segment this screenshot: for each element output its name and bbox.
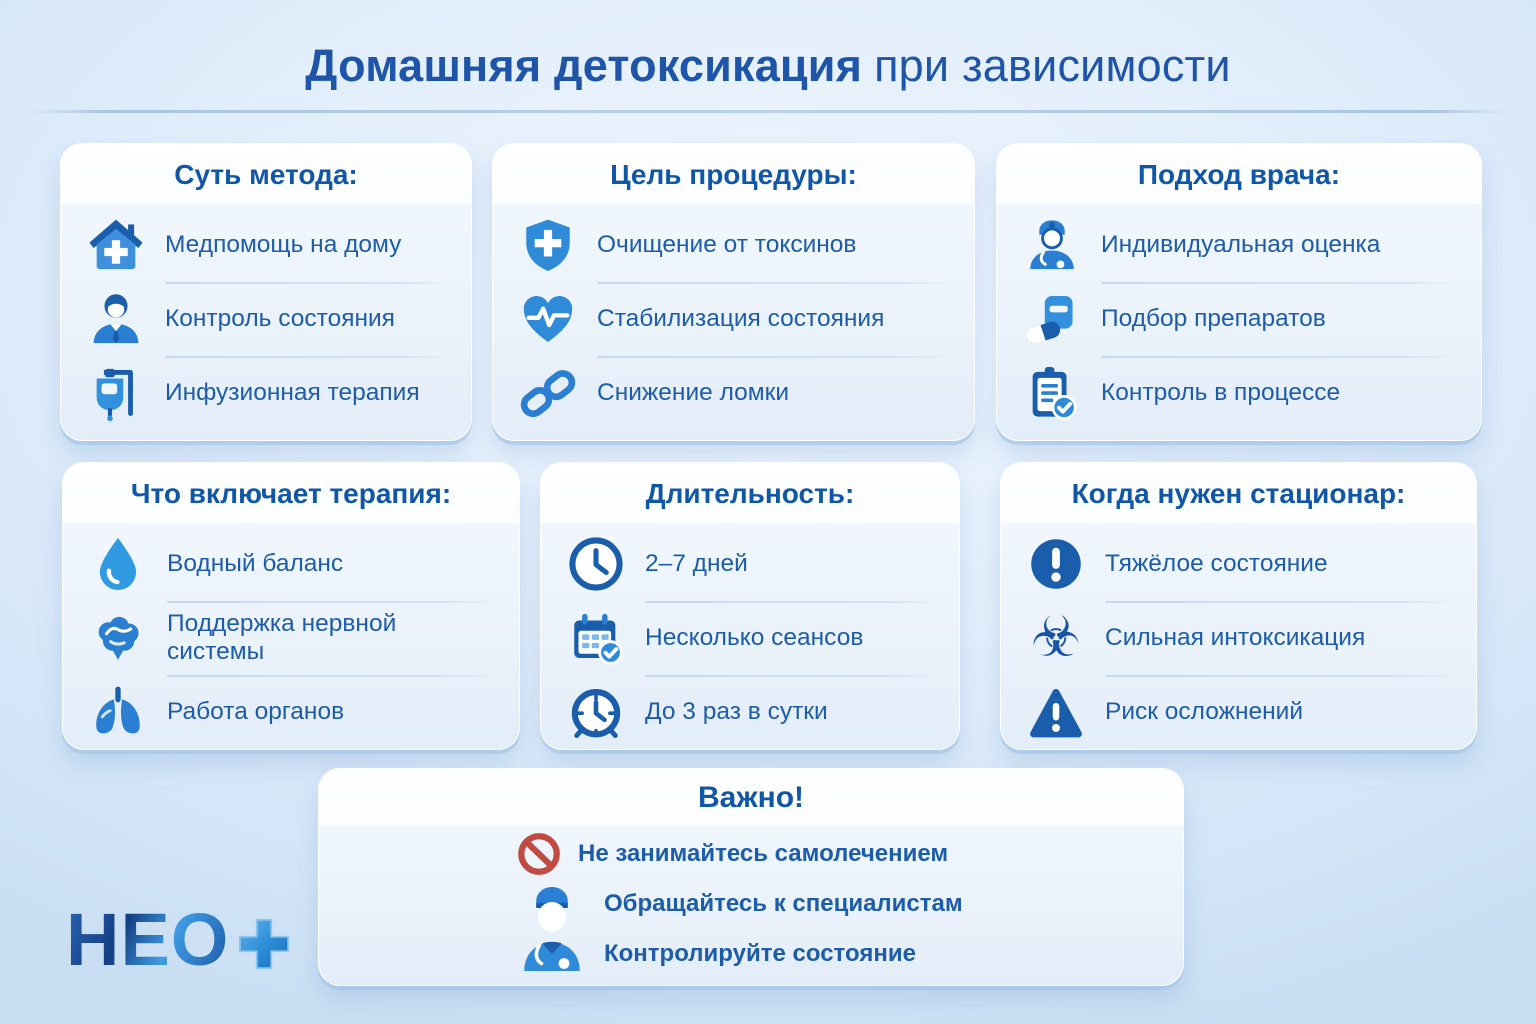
- calendar-check-icon: [567, 609, 625, 667]
- item-label: Поддержка нервной системы: [167, 609, 397, 665]
- item-label: Медпомощь на дому: [165, 230, 402, 258]
- card-title: Цель процедуры:: [493, 144, 974, 204]
- important-items: [516, 831, 986, 975]
- card-title: Когда нужен стационар:: [1001, 463, 1476, 523]
- item-label: Инфузионная терапия: [165, 378, 420, 406]
- card-body: [319, 826, 1183, 985]
- heart-pulse-icon: [519, 290, 577, 348]
- card-body: [63, 523, 519, 761]
- item-label: Индивидуальная оценка: [1101, 230, 1381, 258]
- list-item: [519, 282, 954, 356]
- card-body: [541, 523, 959, 761]
- clipboard-check-icon: [1023, 364, 1081, 422]
- card-therapy-includes: [62, 462, 520, 750]
- page-title: [0, 40, 1536, 92]
- prohibition-icon: [516, 831, 562, 877]
- biohazard-icon: ☣: [1030, 605, 1082, 670]
- logo-text: НЕО: [66, 898, 230, 981]
- card-title: Суть метода:: [61, 144, 471, 204]
- important-group-lines: [604, 890, 963, 968]
- list-item: [567, 601, 939, 675]
- card-body: [61, 204, 471, 442]
- pills-icon: [1023, 290, 1081, 348]
- alarm-clock-icon: [567, 683, 625, 741]
- list-item: [1023, 356, 1461, 430]
- item-label: Снижение ломки: [597, 378, 790, 406]
- card-body: [997, 204, 1481, 442]
- title-rest: при зависимости: [874, 40, 1231, 91]
- item-label: Работа органов: [167, 697, 345, 725]
- doctor-icon: [87, 290, 145, 348]
- chain-link-icon: [519, 364, 577, 422]
- title-emphasis: Домашняя детоксикация: [305, 40, 863, 91]
- clock-icon: [567, 535, 625, 593]
- card-method-essence: [60, 143, 472, 441]
- card-hospital-needed: [1000, 462, 1477, 750]
- list-item-group: [516, 883, 986, 975]
- item-label: Подбор препаратов: [1101, 304, 1326, 332]
- list-item: [1023, 208, 1461, 282]
- item-label: Водный баланс: [167, 549, 344, 577]
- card-doctor-approach: [996, 143, 1482, 441]
- item-label: Обращайтесь к специалистам: [604, 889, 963, 917]
- item-label: Риск осложнений: [1105, 697, 1304, 725]
- brain-icon: [89, 609, 147, 667]
- item-label: 2–7 дней: [645, 549, 748, 577]
- list-item: [567, 527, 939, 601]
- list-item: [89, 601, 499, 675]
- list-item: [1027, 675, 1456, 749]
- lungs-icon: [89, 683, 147, 741]
- item-label: Тяжёлое состояние: [1105, 549, 1328, 577]
- item-label: Контролируйте состояние: [604, 939, 916, 967]
- list-item: [519, 356, 954, 430]
- item-label: Очищение от токсинов: [597, 230, 857, 258]
- list-item: [87, 282, 451, 356]
- iv-drip-icon: [87, 364, 145, 422]
- card-title: Длительность:: [541, 463, 959, 523]
- item-label: Не занимайтесь самолечением: [578, 839, 949, 867]
- list-item: [519, 208, 954, 282]
- item-label: Сильная интоксикация: [1105, 623, 1366, 651]
- plus-icon: [235, 907, 293, 973]
- surgeon-icon: [516, 883, 588, 975]
- card-body: [1001, 523, 1476, 761]
- card-procedure-goal: [492, 143, 975, 441]
- warning-triangle-icon: [1027, 683, 1085, 741]
- item-label: Несколько сеансов: [645, 623, 864, 651]
- item-label: До 3 раз в сутки: [645, 697, 828, 725]
- list-item: [567, 675, 939, 749]
- item-label: Контроль состояния: [165, 304, 395, 332]
- title-divider: [28, 110, 1508, 113]
- list-item: [89, 527, 499, 601]
- shield-cross-icon: [519, 216, 577, 274]
- list-item: [1023, 282, 1461, 356]
- water-drop-icon: [89, 535, 147, 593]
- card-important: [318, 768, 1184, 986]
- item-label: Контроль в процессе: [1101, 378, 1341, 406]
- list-item: [1027, 527, 1456, 601]
- list-item: [87, 208, 451, 282]
- house-medical-icon: [87, 216, 145, 274]
- list-item: [87, 356, 451, 430]
- card-body: [493, 204, 974, 442]
- card-duration: [540, 462, 960, 750]
- list-item: [1027, 601, 1456, 675]
- card-title: Подход врача:: [997, 144, 1481, 204]
- neo-logo: [66, 898, 293, 981]
- list-item: [89, 675, 499, 749]
- exclamation-circle-icon: [1027, 535, 1085, 593]
- doctor-cap-icon: [1023, 216, 1081, 274]
- item-label: Стабилизация состояния: [597, 304, 885, 332]
- card-title: Важно!: [319, 769, 1183, 826]
- list-item: [516, 831, 986, 877]
- card-title: Что включает терапия:: [63, 463, 519, 523]
